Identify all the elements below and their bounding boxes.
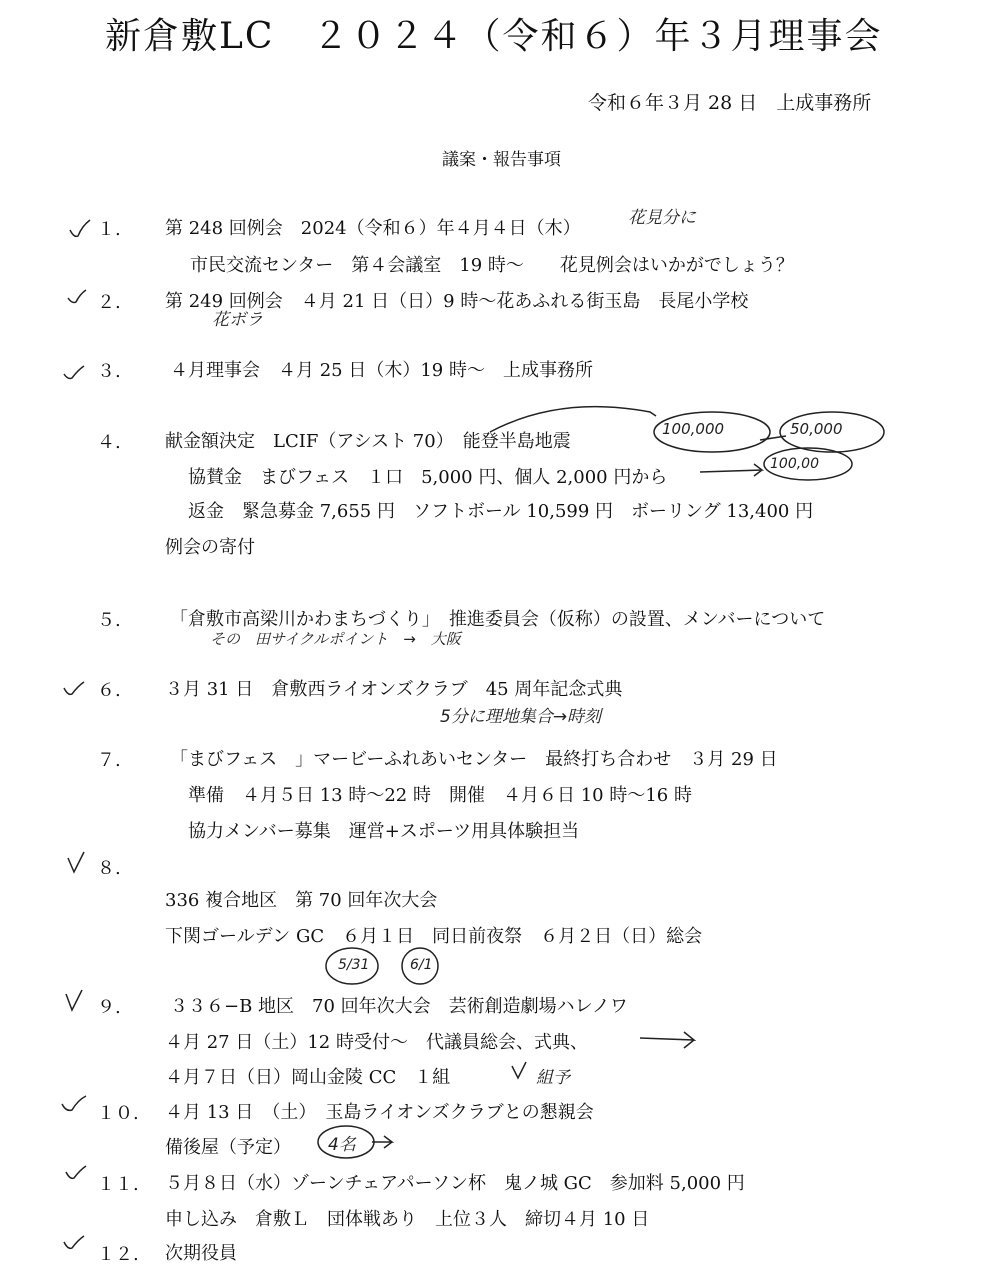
handwritten-date: 5/31 [338,957,370,973]
item-line: ４月７日（日）岡山金陵 CC １組 [165,1067,451,1088]
handwritten-amount: 100,000 [662,420,725,438]
item-line: 申し込み 倉敷Ｌ 団体戦あり 上位３人 締切４月 10 日 [165,1209,650,1230]
item-number: ８. [97,858,121,879]
item-number: ６. [97,680,121,701]
item-line: 336 複合地区 第 70 回年次大会 [165,890,438,911]
document-date-location: 令和６年３月 28 日 上成事務所 [588,92,872,114]
handwritten-note: その 田サイクルポイント → 大阪 [210,630,461,648]
check-mark [512,1062,526,1078]
document-title: 新倉敷LC ２０２４（令和６）年３月理事会 [105,16,883,57]
item-line: 下関ゴールデン GC ６月１日 同日前夜祭 ６月２日（日）総会 [165,926,703,947]
item-line: 第 249 回例会 ４月 21 日（日）9 時〜花あふれる街玉島 長尾小学校 [165,291,749,312]
handwritten-amount: 50,000 [790,420,843,438]
handwritten-date: 6/1 [410,957,433,973]
item-line: 「まびフェス 」マービーふれあいセンター 最終打ち合わせ ３月 29 日 [170,749,778,770]
check-mark [64,1236,84,1248]
handwritten-note: 4名 [328,1135,356,1155]
item-line: 協賛金 まびフェス １口 5,000 円、個人 2,000 円から [188,467,668,488]
item-number: ５. [97,610,121,631]
item-number: １. [97,219,121,240]
item-line: ４月 27 日（土）12 時受付〜 代議員総会、式典、 [165,1032,588,1053]
check-mark [70,220,90,236]
check-mark [64,366,84,379]
arrow-line [372,1136,392,1148]
handwritten-note: 5分に理地集合→時刻 [440,707,602,727]
arrow-line [700,464,762,476]
item-number: ３. [97,361,121,382]
item-line: 次期役員 [165,1243,237,1264]
item-line: 献金額決定 LCIF（アシスト 70） 能登半島地震 [165,431,571,452]
item-number: １２. [97,1244,139,1265]
check-mark [62,1096,86,1110]
handwritten-note: 花ボラ [212,310,263,330]
item-number: ９. [97,997,121,1018]
item-number: １１. [97,1174,139,1195]
item-number: ４. [97,432,121,453]
arrow-line [640,1032,694,1048]
item-line: 協力メンバー募集 運営+スポーツ用具体験担当 [188,821,580,842]
item-line: ５月８日（水）ゾーンチェアパーソン杯 鬼ノ城 GC 参加料 5,000 円 [165,1173,745,1194]
check-mark [68,852,84,872]
item-line: 第 248 回例会 2024（令和６）年４月４日（木） [165,218,581,239]
item-line: 返金 緊急募金 7,655 円 ソフトボール 10,599 円 ボーリング 13,400 円 [188,501,814,522]
item-line: 市民交流センター 第４会議室 19 時〜 花見例会はいかがでしょう？ [190,255,794,276]
item-line: 準備 ４月５日 13 時〜22 時 開催 ４月６日 10 時〜16 時 [188,785,692,806]
handwritten-amount: 100,00 [770,456,819,472]
item-number: ２. [97,292,121,313]
item-line: ４月理事会 ４月 25 日（木）19 時〜 上成事務所 [170,360,593,381]
item-line: ３月 31 日 倉敷西ライオンズクラブ 45 周年記念式典 [165,679,623,700]
check-mark [66,990,82,1010]
item-line: 例会の寄付 [165,537,255,558]
section-heading: 議案・報告事項 [442,150,561,170]
arrow-line [760,436,786,440]
item-number: １０. [97,1103,139,1124]
handwritten-note: 組予 [536,1068,570,1088]
handwritten-note: 花見分に [628,208,696,228]
check-mark [66,1166,86,1178]
item-line: 「倉敷市高梁川かわまちづくり」 推進委員会（仮称）の設置、メンバーについて [170,609,826,630]
item-line: ４月 13 日 （土） 玉島ライオンズクラブとの懇親会 [165,1102,594,1123]
check-mark [64,682,84,694]
item-line: ３３６−B 地区 70 回年次大会 芸術創造劇場ハレノワ [170,996,628,1017]
item-number: ７. [97,750,121,771]
item-line: 備後屋（予定） [165,1137,291,1158]
check-mark [68,290,86,303]
